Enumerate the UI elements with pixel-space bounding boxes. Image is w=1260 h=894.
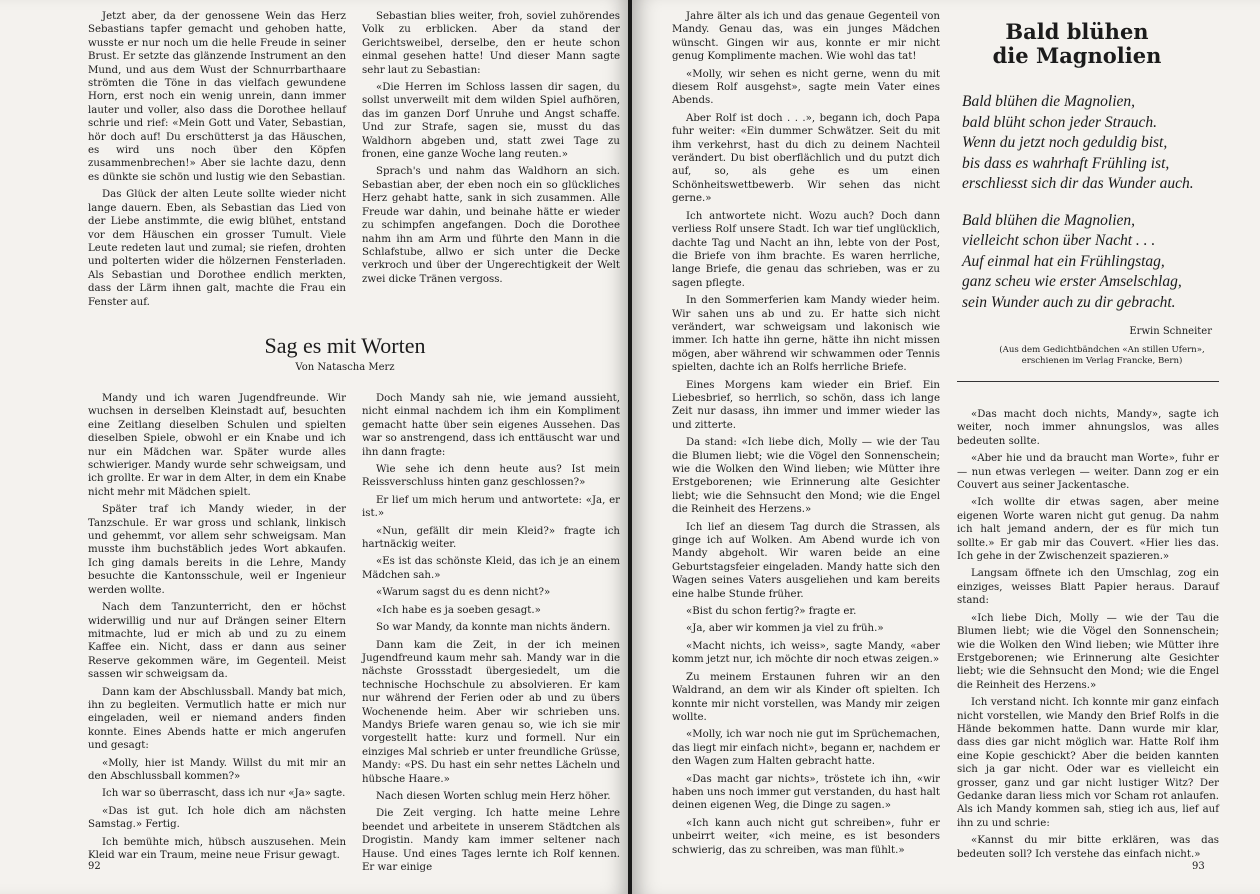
paragraph: Sebastian blies weiter, froh, soviel zuhörendes Volk zu erblicken. Aber da stand der Gerichtsweibel, derselbe, den er heute schon einmal gesehen hatte! Und dieser Mann sagte sehr laut zu Sebastian: xyxy=(362,11,620,76)
page-number-right: 93 xyxy=(1192,861,1205,872)
paragraph: «Nun, gefällt dir mein Kleid?» fragte ich hartnäckig weiter. xyxy=(362,525,620,551)
paragraph: Nach diesen Worten schlug mein Herz höher. xyxy=(376,790,611,802)
poem-title-line1: Bald blühen xyxy=(1005,19,1149,44)
paragraph: «Molly, ich war noch nie gut im Sprüchemachen, das liegt mir einfach nicht», begann er, nachdem er den Wagen zum Halten gebracht hatte. xyxy=(672,729,940,768)
paragraph: Mandy und ich waren Jugendfreunde. Wir wuchsen in derselben Kleinstadt auf, besuchten eine Zeitlang dieselben Schulen und spielten dieselben Spiele, obwohl er ein Knabe und ich nur ein Mädchen war. Später wurde alles schwieriger. Mandy wurde sehr schweigsam, und ich grollte. Er war in dem Alter, in dem ein Knabe nicht mehr mit Mädchen spielt. xyxy=(88,393,346,498)
paragraph: «Ich habe es ja soeben gesagt.» xyxy=(376,604,541,616)
paragraph: Langsam öffnete ich den Umschlag, zog ein einziges, weisses Blatt Papier heraus. Darauf stand: xyxy=(957,568,1219,607)
paragraph: «Macht nichts, ich weiss», sagte Mandy, «aber komm jetzt nur, ich möchte dir noch etwas zeigen.» xyxy=(672,640,940,666)
paragraph: Ich war so überrascht, dass ich nur «Ja» sagte. xyxy=(102,788,346,800)
left-col1-bottom xyxy=(88,392,346,866)
paragraph: «Das macht gar nichts», tröstete ich ihn, «wir haben uns noch immer gut verstanden, du hast halt deinen eigenen Weg, die Dinge zu sagen.» xyxy=(672,773,940,812)
paragraph: Jahre älter als ich und das genaue Gegenteil von Mandy. Genau das, was ein junges Mädchen wünscht. Gingen wir aus, konnte er mir nicht genug Komplimente machen. Wie wohl das tat! xyxy=(672,11,940,63)
right-col2 xyxy=(957,408,1219,865)
poem-title-line2: die Magnolien xyxy=(992,43,1162,68)
page-number-left: 92 xyxy=(88,861,101,872)
paragraph: Ich lief an diesem Tag durch die Strassen, als ginge ich auf Wolken. Am Abend wurde ich von Mandy abgeholt. Wir waren beide an eine Geburtstagsfeier eingeladen. Mandy hatte sich den Wagen seines Vaters ausgeliehen und kam bereits eine halbe Stunde früher. xyxy=(672,521,940,600)
story-title: Sag es mit Worten xyxy=(264,333,426,358)
paragraph: In den Sommerferien kam Mandy wieder heim. Wir sahen uns ab und zu. Er hatte sich nicht verändert, war schweigsam und lakonisch wie immer. Ich hatte ihn gerne, hätte ihn nicht missen mögen, aber während wir schwammen oder Tennis spielten, dachte ich an Rolfs herrliche Briefe. xyxy=(672,295,940,374)
poem-rule xyxy=(957,381,1219,382)
poem-body xyxy=(962,92,1232,329)
paragraph: Zu meinem Erstaunen fuhren wir an den Waldrand, an dem wir als Kinder oft spielten. Ich konnte mir nicht vorstellen, was Mandy mir zeigen wollte. xyxy=(672,671,940,723)
paragraph: Sprach's und nahm das Waldhorn an sich. Sebastian aber, der eben noch ein so glückliches Herz gehabt hatte, sank in sich zusammen. Alle Freude war dahin, und beinahe hätte er wieder zu schimpfen angefangen. Doch die Dorothee nahm ihn am Arm und führte den Mann in die Schlafstube, allwo er sich unter die Decke verkroch und über der Ungerechtigkeit der Welt zwei dicke Tränen vergoss. xyxy=(362,166,620,285)
paragraph: «Die Herren im Schloss lassen dir sagen, du sollst unverweilt mit dem wilden Spiel aufhören, das im ganzen Dorf Unruhe und Angst schaffe. Und zur Strafe, sagen sie, musst du das Waldhorn abgeben und, statt zwei Tage zu fronen, eine ganze Woche lang reuten.» xyxy=(362,82,620,161)
paragraph: Die Zeit verging. Ich hatte meine Lehre beendet und arbeitete in unserem Städtchen als Drogistin. Mandy kam immer seltener nach Hause. Und eines Tages lernte ich Rolf kennen. Er war einige xyxy=(362,808,620,873)
poem-stanza-1 xyxy=(962,92,1232,195)
paragraph: Wie sehe ich denn heute aus? Ist mein Reissverschluss hinten ganz geschlossen?» xyxy=(362,464,620,489)
poem-line: bis dass es wahrhaft Frühling ist, xyxy=(962,154,1170,172)
paragraph: Ich antwortete nicht. Wozu auch? Doch dann verliess Rolf unsere Stadt. Ich war tief unglücklich, dachte Tag und Nacht an ihn, lebte von der Post, die Briefe von ihm brachte. Es waren herrliche, lange Briefe, die genau das schrieben, was er zu sagen pflegte. xyxy=(672,210,940,289)
paragraph: Doch Mandy sah nie, wie jemand aussieht, nicht einmal nachdem ich ihm ein Kompliment gemacht hatte über sein eigenes Aussehen. Das war so anstrengend, dass ich enttäuscht war und ihn dann fragte: xyxy=(362,393,620,458)
paragraph: Dann kam die Zeit, in der ich meinen Jugendfreund kaum mehr sah. Mandy war in die nächste Grossstadt übergesiedelt, um die technische Hochschule zu absolvieren. Er kam nur während der Ferien oder ab und zu übers Wochenende heim. Aber wir schrieben uns. Mandys Briefe waren genau so, wie ich sie mir vorgestellt hatte: kurz und formell. Nur ein einziges Mal schrieb er unter freundliche Grüsse, Mandy: «PS. Du hast ein sehr nettes Lächeln und hübsche Haare.» xyxy=(362,639,620,785)
paragraph: «Warum sagst du es denn nicht?» xyxy=(376,587,551,599)
paragraph: Da stand: «Ich liebe dich, Molly — wie der Tau die Blumen liebt; wie die Vögel den Sonnenschein; wie die Wolken den Wind lieben; wie Mütter ihre Erstgeborenen; wie Erinnerung alte Gesichter liebt; wie die Sehnsucht den Mond; wie die Engel die Reinheit des Herzens.» xyxy=(672,437,940,516)
paragraph: Dann kam der Abschlussball. Mandy bat mich, ihn zu begleiten. Vermutlich hatte er mich nur eingeladen, weil er niemand anders finden konnte. Eines Abends hatte er mich angerufen und gesagt: xyxy=(88,686,346,752)
paragraph: Später traf ich Mandy wieder, in der Tanzschule. Er war gross und schlank, linkisch und gehemmt, vor allem sehr schweigsam. Man musste ihm buchstäblich jedes Wort abkaufen. Ich ging damals bereits in die Lehre, Mandy besuchte die Kantonsschule, weil er Ingenieur werden wollte. xyxy=(88,504,346,596)
poem-title xyxy=(952,20,1202,68)
paragraph: «Aber hie und da braucht man Worte», fuhr er — nun etwas verlegen — weiter. Dann zog er ein Couvert aus seiner Jackentasche. xyxy=(957,453,1219,492)
right-page xyxy=(632,0,1260,894)
right-col1 xyxy=(672,10,940,861)
paragraph: So war Mandy, da konnte man nichts ändern. xyxy=(376,622,611,634)
poem-stanza-2 xyxy=(962,211,1232,314)
poem-line: erschliesst sich dir das Wunder auch. xyxy=(962,175,1194,192)
paragraph: Jetzt aber, da der genossene Wein das Herz Sebastians tapfer gemacht und gehoben hatte, wusste er nur noch um die helle Freude in seiner Brust. Er setzte das glänzende Instrument an den Mund, und aus dem Wust der Schnurrbarthaare strömten die Töne in das vielfach gewundene Horn, erst noch ein wenig unrein, dann immer lauter und voller, also dass die Dorothee hellauf schrie und rief: «Mein Gott und Vater, Sebastian, hör doch auf! Du erschütterst ja das Häuschen, es wird uns noch über den Köpfen zusammenbrechen!» Aber sie lachte dazu, denn es dünkte sie schön und lustig wie den Sebastian. xyxy=(88,11,346,183)
paragraph: «Ich wollte dir etwas sagen, aber meine eigenen Worte waren nicht gut genug. Da nahm ich halt jemand andern, der es für mich tun sollte.» Er gab mir das Couvert. «Hier lies das. Ich gehe in der Zwischenzeit spazieren.» xyxy=(957,497,1219,563)
paragraph: «Ich liebe Dich, Molly — wie der Tau die Blumen liebt; wie die Vögel den Sonnenschein; wie die Wolken den Wind lieben; wie Mütter ihre Erstgeborenen; wie Erinnerung alte Gesichter liebt; wie die Sehnsucht den Mond; wie die Engel die Reinheit des Herzens.» xyxy=(957,612,1219,691)
poem-line: vielleicht schon über Nacht . . . xyxy=(962,232,1156,249)
poem-line: Wenn du jetzt noch geduldig bist, xyxy=(962,134,1168,151)
poem-line: Auf einmal hat ein Frühlingstag, xyxy=(962,252,1165,270)
poem-line: sein Wunder auch zu dir gebracht. xyxy=(962,293,1176,311)
paragraph: «Bist du schon fertig?» fragte er. xyxy=(686,606,857,618)
poem-line: ganz scheu wie erster Amselschlag, xyxy=(962,273,1182,290)
paragraph: Nach dem Tanzunterricht, den er höchst widerwillig und nur auf Drängen seiner Eltern mitmachte, lud er mich ab und zu zu einem Kaffee ein. Nicht, dass er dann aus seiner Reserve gekommen wäre, im Gegenteil. Meist sassen wir schweigsam da. xyxy=(88,602,346,681)
paragraph: Das Glück der alten Leute sollte wieder nicht lange dauern. Eben, als Sebastian das Lied von der Liebe anstimmte, die ewig blühet, entstand vor dem Häuschen ein grosser Tumult. Viele Leute redeten laut und zumal; sie riefen, drohten und polterten wider die hölzernen Fensterladen. Als Sebastian und Dorothee endlich merkten, dass der Lärm ihnen galt, machte die Frau ein Fenster auf. xyxy=(88,189,346,308)
paragraph: «Das macht doch nichts, Mandy», sagte ich weiter, noch immer ahnungslos, was alles bedeuten sollte. xyxy=(957,409,1219,447)
paragraph: Ich bemühte mich, hübsch auszusehen. Mein Kleid war ein Traum, meine neue Frisur gewagt. xyxy=(88,836,346,861)
left-col1-top xyxy=(88,10,346,313)
paragraph: «Kannst du mir bitte erklären, was das bedeuten soll? Ich verstehe das einfach nicht.» xyxy=(957,835,1219,860)
poem-line: bald blüht schon jeder Strauch. xyxy=(962,113,1158,131)
paragraph: Er lief um mich herum und antwortete: «Ja, er ist.» xyxy=(362,494,620,520)
poem-line: Bald blühen die Magnolien, xyxy=(962,93,1136,110)
paragraph: «Molly, hier ist Mandy. Willst du mit mir an den Abschlussball kommen?» xyxy=(88,757,346,782)
paragraph: Aber Rolf ist doch . . .», begann ich, doch Papa fuhr weiter: «Ein dummer Schwätzer. Seit du mit ihm verkehrst, hast du dich zu deinem Nachteil verändert. Du bist oberflächlich und du putzt dich auf, so, als gehe es um einen Schönheitswettbewerb. Wir sehen das nicht gerne.» xyxy=(672,112,940,205)
poem-line: Bald blühen die Magnolien, xyxy=(962,211,1136,229)
story-byline: Von Natascha Merz xyxy=(295,362,395,373)
paragraph: «Ich kann auch nicht gut schreiben», fuhr er unbeirrt weiter, «ich meine, es ist besonders schwierig, das zu schreiben, was man fühlt.» xyxy=(672,817,940,856)
paragraph: «Ja, aber wir kommen ja viel zu früh.» xyxy=(686,623,884,635)
poem-source: (Aus dem Gedichtbändchen «An stillen Ufern», erschienen im Verlag Francke, Bern) xyxy=(999,345,1205,366)
poem-author: Erwin Schneiter xyxy=(1129,326,1212,337)
paragraph: Ich verstand nicht. Ich konnte mir ganz einfach nicht vorstellen, wie Mandy den Brief Rolfs in die Hände bekommen hatte. Dann wurde mir klar, dass dies gar nicht möglich war. Hatte Rolf ihm eine Kopie geschickt? Aber die beiden kannten sich ja gar nicht. Oder war es vielleicht ein grosser, ganz und gar nicht lustiger Witz? Der Gedanke daran liess mich vor Scham rot anlaufen. Als ich Mandy kommen sah, stieg ich aus, lief auf ihn zu und schrie: xyxy=(957,697,1219,829)
paragraph: «Es ist das schönste Kleid, das ich je an einem Mädchen sah.» xyxy=(362,556,620,581)
left-col2-bottom xyxy=(362,392,620,878)
left-col2-top xyxy=(362,10,620,290)
paragraph: Eines Morgens kam wieder ein Brief. Ein Liebesbrief, so herrlich, so schön, dass ich lange Zeit nur dasass, ihn immer und immer wieder las und zitterte. xyxy=(672,379,940,431)
paragraph: «Das ist gut. Ich hole dich am nächsten Samstag.» Fertig. xyxy=(88,805,346,831)
paragraph: «Molly, wir sehen es nicht gerne, wenn du mit diesem Rolf ausgehst», sagte mein Vater eines Abends. xyxy=(672,68,940,107)
